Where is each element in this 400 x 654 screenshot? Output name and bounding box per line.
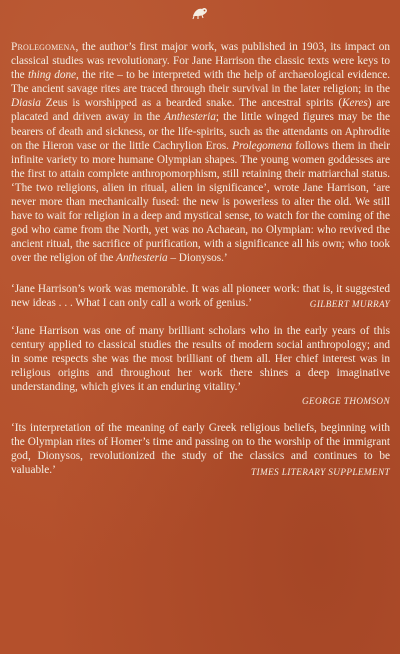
description-text: Zeus is worshipped as a bearded snake. The ancestral spirits ( (40, 97, 343, 110)
description-text: , the rite – to be interpreted with the help of archaeological evidence. The ancient savage rites are traced through their survival in the later religion; in the (11, 69, 390, 96)
book-title: Prolegomena (11, 41, 76, 53)
emphasis-prolegomena: Prolegomena (232, 139, 293, 152)
description-text: – Dionysos.’ (167, 252, 228, 265)
description-text: follows them in their infinite variety to more humane Olympian shapes. The young women goddesses are the first to attain complete anthropomorphism, still retaining their matriarchal status. ‘The two religions, alien in ritual, alien in significance’, wrote Jane Harrison, ‘are never more than mechanically fused: the new is powerless to alter the old. We still have to wait for religion in a deep and mystical sense, to watch for the coming of the god who came from the North, yet was no Achaean, no Olympian: who revived the ancient ritual, the sacrifice of purification, with a significance all his own; who took over the religion of the (11, 139, 391, 265)
description-text: , the author’s first major work, was published in 1903, its impact on classical studies was revolutionary. For Jane Harrison the classic texts were keys to the (11, 41, 390, 82)
description-paragraph (11, 40, 390, 266)
emphasis-diasia: Diasia (11, 97, 41, 110)
emphasis-thing-done: thing done (27, 69, 77, 82)
emphasis-anthesteria: Anthesteria (164, 111, 216, 124)
description-text: ; the little winged figures may be the bearers of death and sickness, or the life-spirits, such as the attendants on Aphrodite on the Hieron vase or the little Cachrylion Eros. (11, 111, 390, 152)
review-quote-text: ‘Jane Harrison’s work was memorable. It was all pioneer work: that is, it suggested new ideas . . . What I can only call a work of genius.’ (11, 282, 390, 309)
publisher-emblem-icon (190, 4, 210, 22)
review-quote-thomson (11, 324, 390, 407)
review-attribution: TIMES LITERARY SUPPLEMENT (251, 466, 390, 477)
review-quote-murray (11, 282, 390, 310)
review-attribution: GILBERT MURRAY (309, 298, 390, 309)
review-quote-tls (11, 421, 390, 477)
emphasis-anthesteria: Anthesteria (116, 252, 168, 265)
emphasis-keres: Keres (342, 97, 368, 110)
review-quote-text: ‘Its interpretation of the meaning of early Greek religious beliefs, beginning with the Olympian rites of Homer’s time and passing on to the worship of the immigrant god, Dionysos, revolutionized the study of the classics and continues to be valuable.’ (11, 422, 390, 477)
review-attribution: GEORGE THOMSON (301, 396, 390, 407)
review-quote-text: ‘Jane Harrison was one of many brilliant scholars who in the early years of this century applied to classical studies the results of modern social anthropology; and in some respects she was the most brilliant of them all. Her chief interest was in religious origins and throughout her work there shines a deep imaginative understanding, which gives it an enduring vitality.’ (11, 324, 390, 394)
description-text: ) are placated and driven away in the (11, 97, 390, 124)
